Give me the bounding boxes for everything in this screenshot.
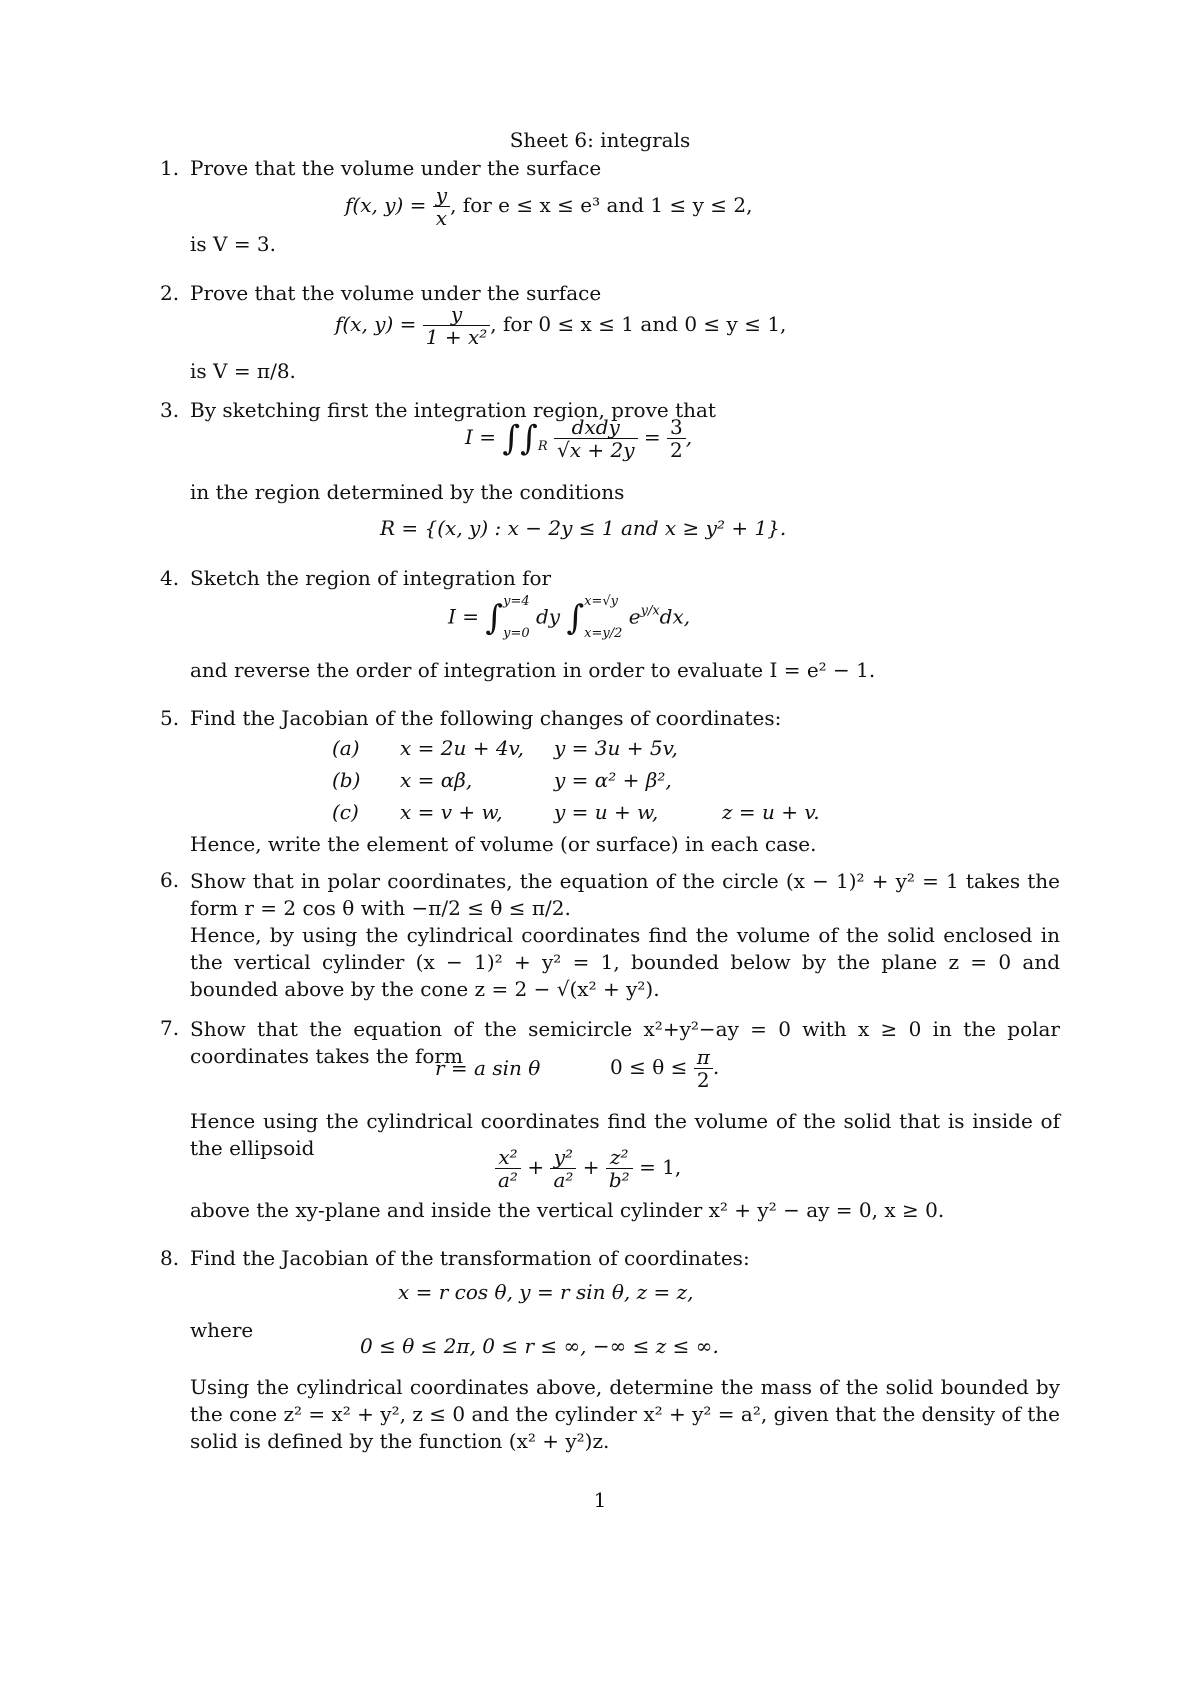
problem-number: 6. bbox=[160, 868, 180, 892]
formula: I = ∫ y=4 y=0 dy ∫ x=√y x=y/2 $e^{y/x}dx$, bbox=[448, 586, 690, 650]
problem-number: 5. bbox=[160, 706, 180, 730]
row-label: (c) bbox=[332, 800, 359, 824]
x-expression: x = 2u + 4v, bbox=[400, 736, 524, 760]
row-label: (a) bbox=[332, 736, 360, 760]
formula: f(x, y) = $\frac{y}{x}$ , for e ≤ x ≤ e³ and 1 ≤ y ≤ 2, bbox=[345, 183, 753, 230]
fraction: $\frac{y}{x}$ bbox=[433, 184, 450, 229]
angle-range: 0 ≤ θ ≤ $\frac{\pi}{2}$ . bbox=[610, 1045, 720, 1092]
problem-text: Hence using the cylindrical coordinates find the volume of the solid that is inside of the ellipsoid bbox=[190, 1109, 1060, 1160]
ellipsoid-equation: $\frac{\text{x²}}{\text{a²}}$ + $\frac{\text{y²}}{\text{a²}}$ + $\frac{\text{z²}}{\text{b²}}$ = 1, bbox=[495, 1146, 681, 1191]
row-label: (b) bbox=[332, 768, 361, 792]
y-expression: y = α² + β², bbox=[554, 768, 672, 792]
y-expression: y = 3u + 5v, bbox=[554, 736, 678, 760]
problem-conclusion: above the xy-plane and inside the vertical cylinder x² + y² − ay = 0, x ≥ 0. bbox=[190, 1198, 945, 1222]
fraction: $\frac{y}{\text{1 + x²}}$ bbox=[423, 303, 491, 348]
integral-sign: ∫ bbox=[485, 598, 504, 638]
problem-text: Find the Jacobian of the transformation of coordinates: bbox=[190, 1246, 750, 1270]
problem-conclusion: and reverse the order of integration in order to evaluate I = e² − 1. bbox=[190, 658, 876, 682]
x-expression: x = v + w, bbox=[400, 800, 503, 824]
y-expression: y = u + w, bbox=[554, 800, 659, 824]
problem-text: Prove that the volume under the surface bbox=[190, 156, 602, 180]
region-definition: R = {(x, y) : x − 2y ≤ 1 and x ≥ y² + 1}. bbox=[380, 516, 787, 540]
problem-text: Using the cylindrical coordinates above, determine the mass of the solid bounded by the cone z² = x² + y², z ≤ 0 and the cylinder x² + y² = a², given that the density of the solid is defined by the function (x² + y²)z. bbox=[190, 1375, 1060, 1453]
fraction: $\frac{\pi}{2}$ bbox=[694, 1046, 713, 1091]
problem-number: 3. bbox=[160, 398, 180, 422]
problem-conclusion: is V = π/8. bbox=[190, 359, 296, 383]
double-integral-sign: ∫∫ bbox=[502, 418, 538, 459]
problem-number: 7. bbox=[160, 1016, 180, 1040]
variable-ranges: 0 ≤ θ ≤ 2π, 0 ≤ r ≤ ∞, −∞ ≤ z ≤ ∞. bbox=[360, 1334, 719, 1358]
problem-text: By sketching first the integration region, prove that bbox=[190, 398, 716, 422]
formula: $I = \int\int_R$ $\frac{\text{dxdy}}{√x + 2y}$ = $\frac{3}{2}$ , bbox=[465, 415, 693, 462]
fraction: $\frac{3}{2}$ bbox=[667, 416, 686, 461]
x-expression: x = αβ, bbox=[400, 768, 473, 792]
page-number: 1 bbox=[593, 1488, 607, 1512]
problem-text: where bbox=[190, 1318, 254, 1342]
problem-text: Hence, by using the cylindrical coordinates find the volume of the solid enclosed in the vertical cylinder (x − 1)² + y² = 1, bounded below by the plane z = 0 and bounded above by the cone z = 2 − √(x² + y²). bbox=[190, 923, 1060, 1001]
problem-number: 8. bbox=[160, 1246, 180, 1270]
problem-text: Show that in polar coordinates, the equation of the circle (x − 1)² + y² = 1 takes the form r = 2 cos θ with −π/2 ≤ θ ≤ π/2. bbox=[190, 869, 1060, 920]
fraction: $\frac{\text{dxdy}}{√x + 2y}$ bbox=[554, 416, 638, 461]
integral-limits: y=4 y=0 bbox=[503, 594, 530, 641]
problem-number: 1. bbox=[160, 156, 180, 180]
formula: f(x, y) = $\frac{y}{\text{1 + x²}}$ , for 0 ≤ x ≤ 1 and 0 ≤ y ≤ 1, bbox=[335, 302, 787, 349]
integral-sign: ∫ bbox=[566, 598, 585, 638]
transformation: x = r cos θ, y = r sin θ, z = z, bbox=[398, 1280, 694, 1304]
page-title: Sheet 6: integrals bbox=[509, 128, 691, 152]
integral-limits: x=√y x=y/2 bbox=[584, 594, 623, 641]
problem-conclusion: Hence, write the element of volume (or surface) in each case. bbox=[190, 832, 817, 856]
z-expression: z = u + v. bbox=[722, 800, 820, 824]
problem-conclusion: is V = 3. bbox=[190, 232, 277, 256]
problem-number: 4. bbox=[160, 566, 180, 590]
problem-text: Show that the equation of the semicircle x²+y²−ay = 0 with x ≥ 0 in the polar coordinates takes the form bbox=[190, 1017, 1060, 1068]
problem-text: in the region determined by the conditions bbox=[190, 480, 625, 504]
problem-text: Sketch the region of integration for bbox=[190, 566, 552, 590]
problem-text: Prove that the volume under the surface bbox=[190, 281, 602, 305]
problem-text: Find the Jacobian of the following changes of coordinates: bbox=[190, 706, 782, 730]
problem-number: 2. bbox=[160, 281, 180, 305]
polar-equation: r = a sin θ bbox=[435, 1056, 541, 1080]
